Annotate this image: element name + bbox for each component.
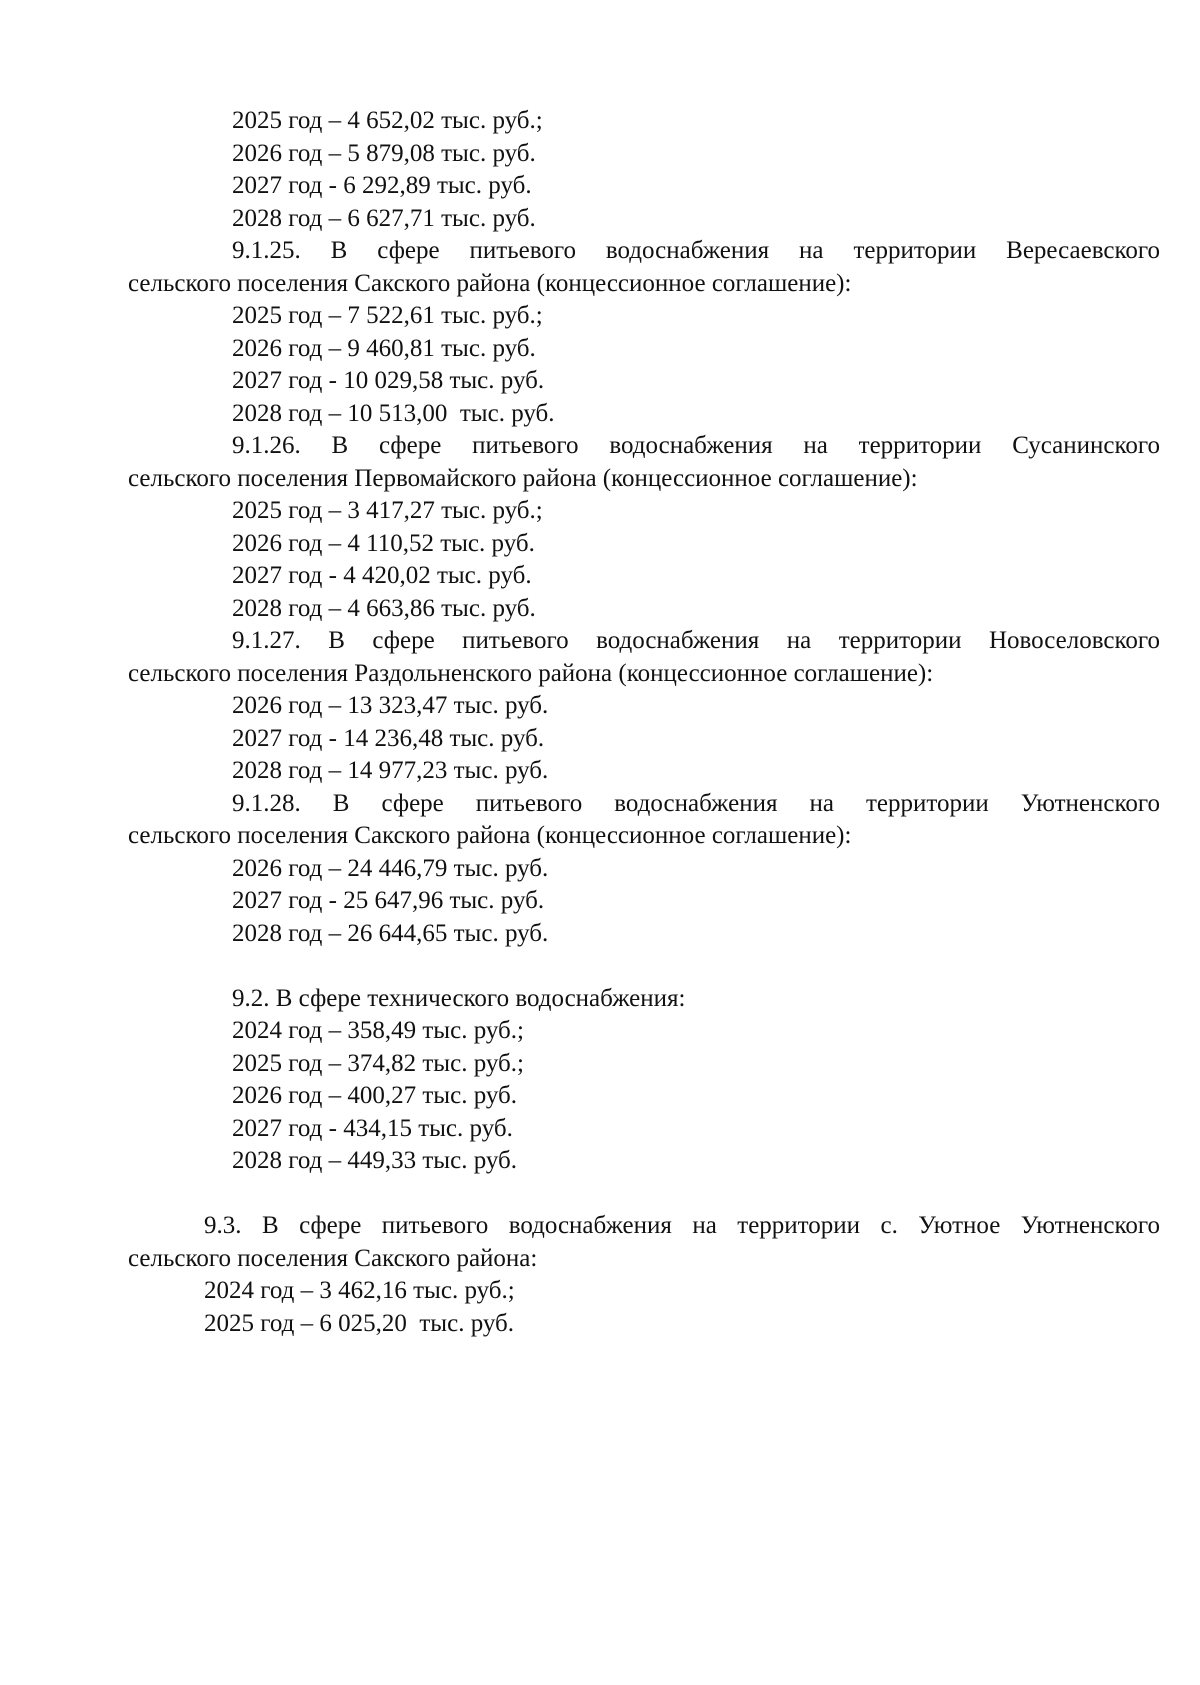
list-item: 2026 год – 24 446,79 тыс. руб. [232,854,549,882]
list-item: 2025 год – 4 652,02 тыс. руб.; [232,107,543,134]
list-item: 2027 год - 10 029,58 тыс. руб. [232,367,545,394]
list-item: 2025 год – 3 417,27 тыс. руб.; [232,497,543,524]
paragraph-9-3-line2: сельского поселения Сакского района: [128,1244,538,1272]
section-9-2-heading: 9.2. В сфере технического водоснабжения: [232,984,686,1012]
list-item: 2025 год – 7 522,61 тыс. руб.; [232,302,543,329]
paragraph-9-3-line1: 9.3. В сфере питьевого водоснабжения на территории с. Уютное Уютненского [204,1212,1160,1239]
document-body [128,105,1160,1340]
list-item: 2028 год – 26 644,65 тыс. руб. [232,919,549,947]
list-item: 2028 год – 449,33 тыс. руб. [232,1147,518,1174]
paragraph-9-1-28-line1: 9.1.28. В сфере питьевого водоснабжения на территории Уютненского [232,789,1160,817]
list-item: 2027 год - 25 647,96 тыс. руб. [232,887,545,914]
list-item: 2028 год – 10 513,00 тыс. руб. [232,399,555,427]
paragraph-9-1-26-line1: 9.1.26. В сфере питьевого водоснабжения на территории Сусанинского [232,432,1160,459]
list-item: 2028 год – 14 977,23 тыс. руб. [232,757,549,784]
spacer [128,1178,1160,1211]
list-item: 2026 год – 9 460,81 тыс. руб. [232,334,536,362]
list-item: 2026 год – 4 110,52 тыс. руб. [232,529,535,557]
list-item: 2024 год – 3 462,16 тыс. руб.; [204,1277,515,1304]
list-item: 2026 год – 13 323,47 тыс. руб. [232,692,549,719]
paragraph-9-1-27-line2: сельского поселения Раздольненского района (концессионное соглашение): [128,659,934,687]
list-item: 2028 год – 4 663,86 тыс. руб. [232,594,536,622]
paragraph-9-1-25-line1: 9.1.25. В сфере питьевого водоснабжения на территории Вересаевского [232,237,1160,264]
list-item: 2025 год – 374,82 тыс. руб.; [232,1049,524,1077]
paragraph-9-1-27-line1: 9.1.27. В сфере питьевого водоснабжения на территории Новоселовского [232,627,1160,654]
list-item: 2024 год – 358,49 тыс. руб.; [232,1017,524,1044]
paragraph-9-1-28-line2: сельского поселения Сакского района (концессионное соглашение): [128,822,852,849]
list-item: 2027 год - 4 420,02 тыс. руб. [232,562,532,589]
spacer [128,950,1160,983]
paragraph-9-1-26-line2: сельского поселения Первомайского района (концессионное соглашение): [128,464,918,492]
list-item: 2028 год – 6 627,71 тыс. руб. [232,204,536,232]
list-item: 2027 год - 434,15 тыс. руб. [232,1114,513,1142]
list-item: 2027 год - 6 292,89 тыс. руб. [232,172,532,199]
list-item: 2026 год – 400,27 тыс. руб. [232,1082,518,1109]
list-item: 2026 год – 5 879,08 тыс. руб. [232,139,536,167]
paragraph-9-1-25-line2: сельского поселения Сакского района (концессионное соглашение): [128,269,852,297]
list-item: 2025 год – 6 025,20 тыс. руб. [204,1309,515,1337]
list-item: 2027 год - 14 236,48 тыс. руб. [232,724,545,752]
